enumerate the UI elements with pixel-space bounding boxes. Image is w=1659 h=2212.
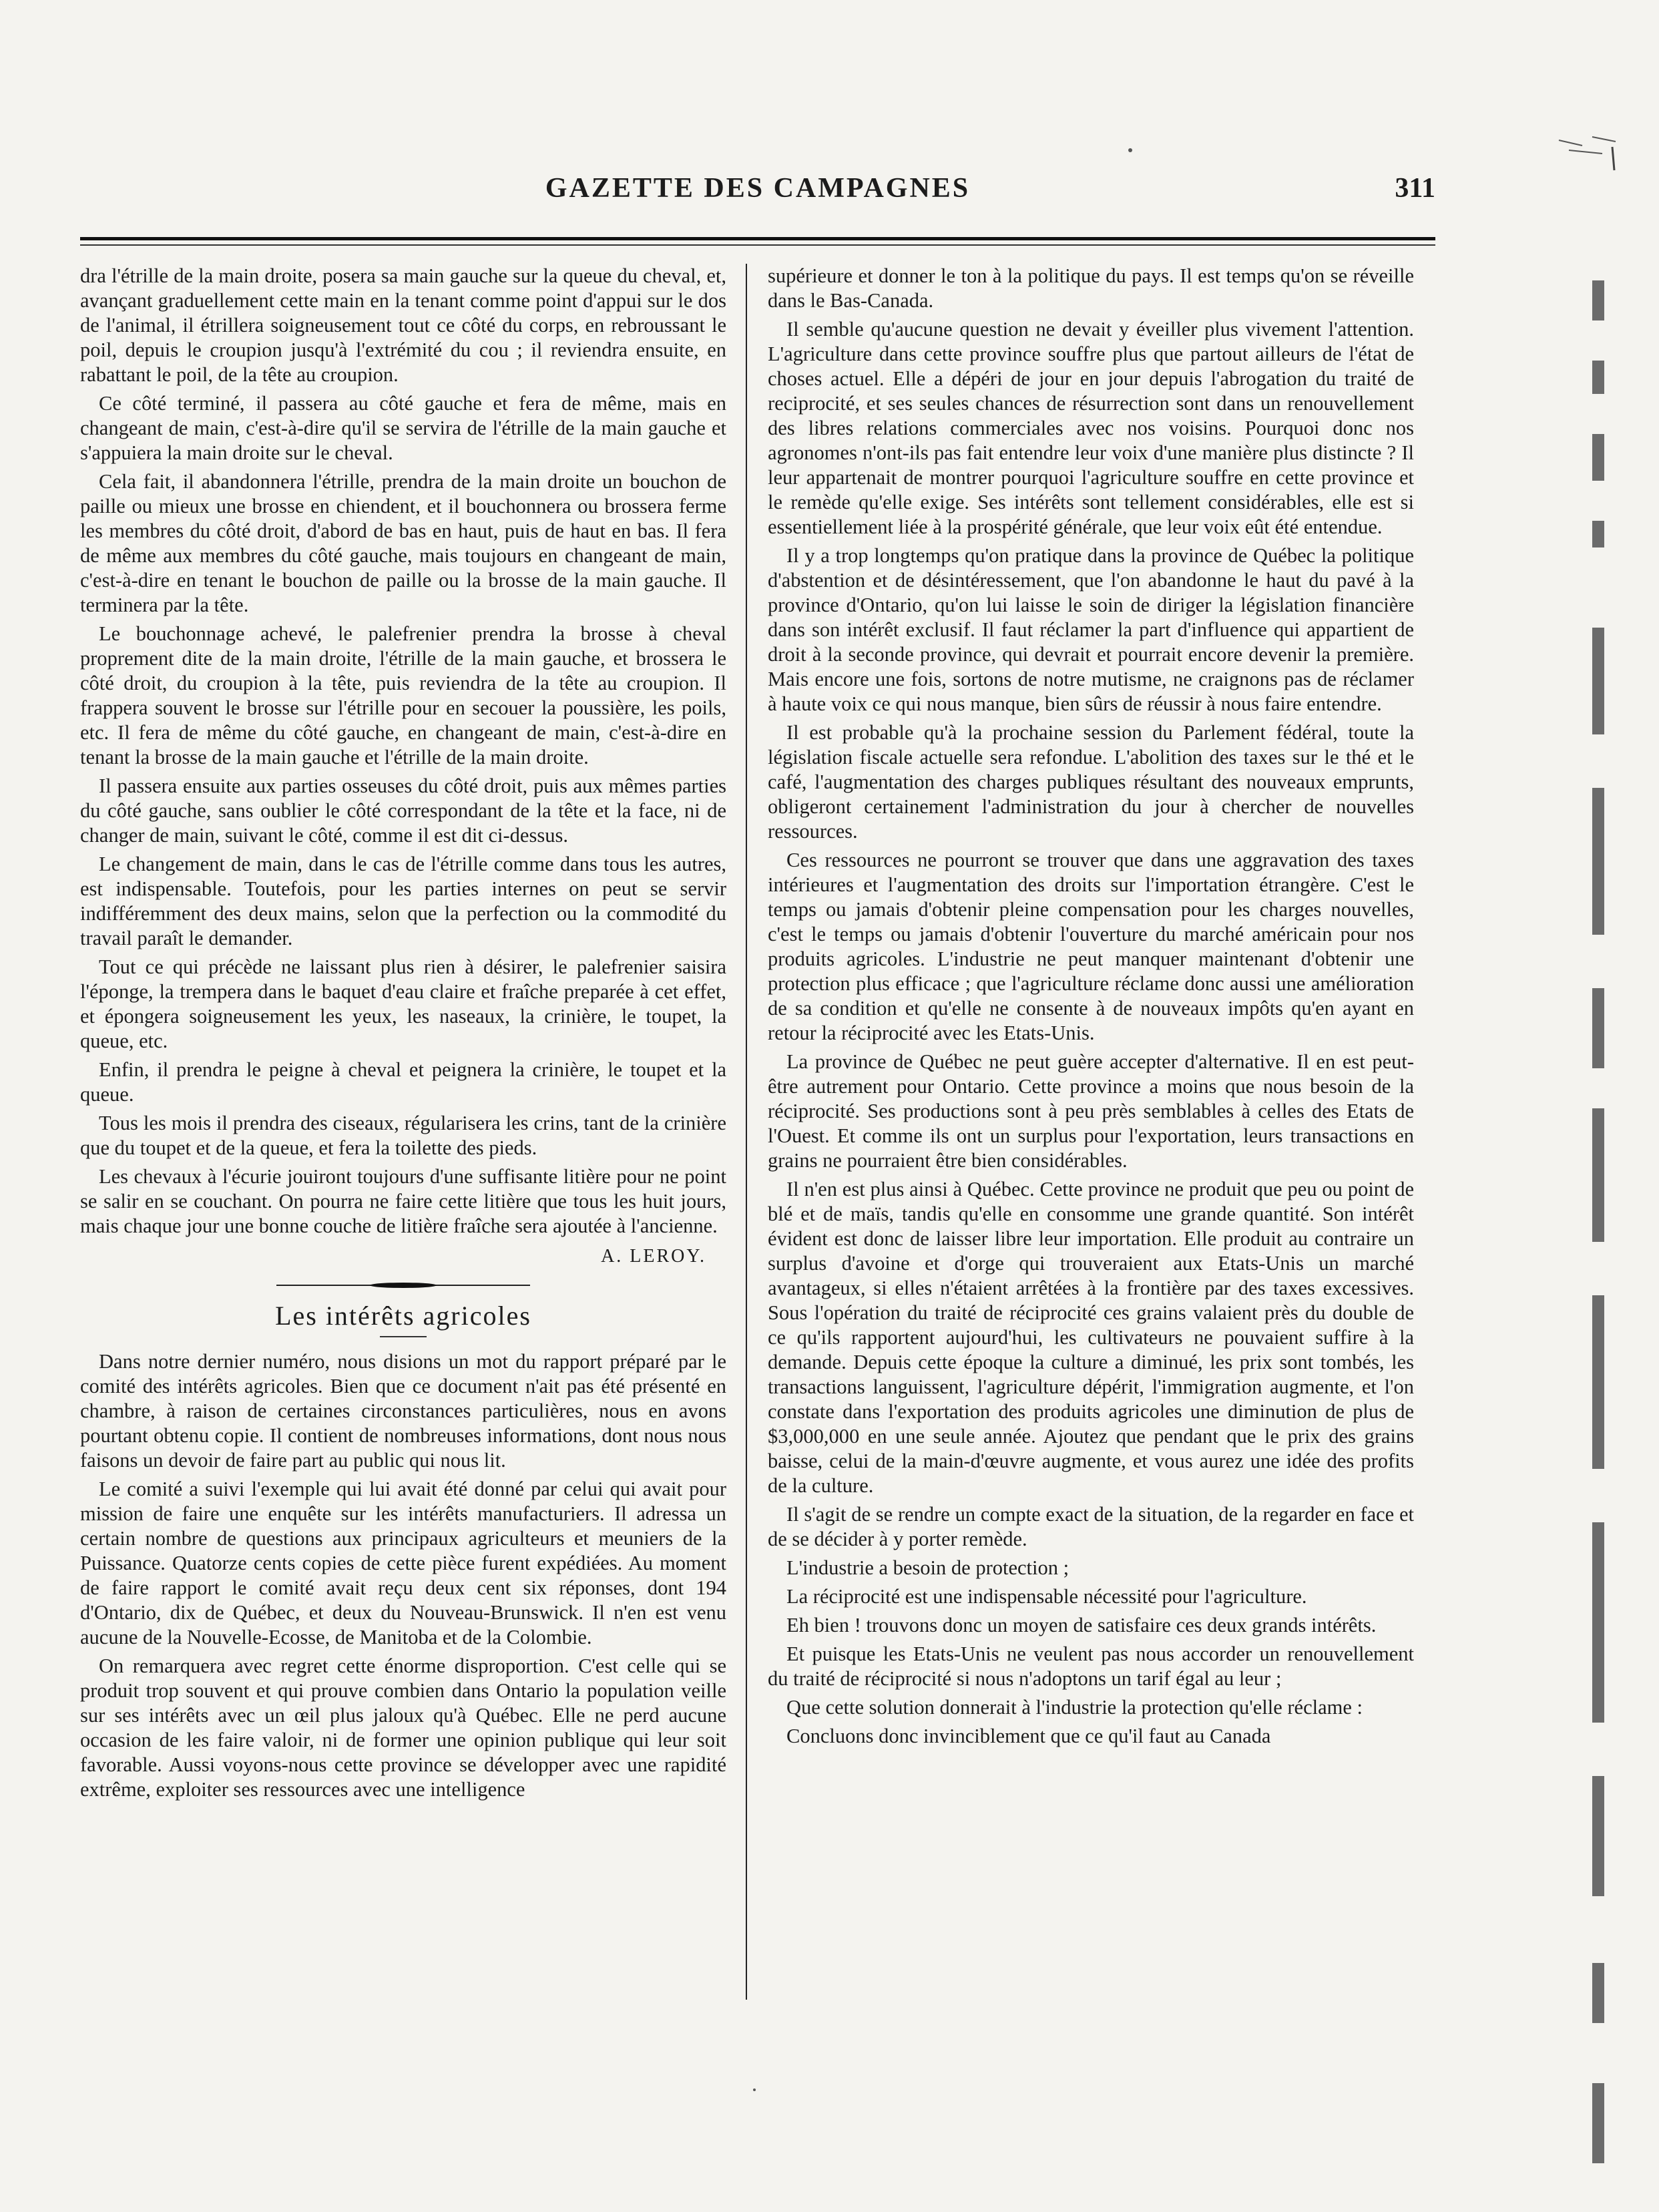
publication-title: GAZETTE DES CAMPAGNES (545, 173, 971, 204)
paragraph: Il n'en est plus ainsi à Québec. Cette province ne produit que peu ou point de blé et de maïs, tandis qu'elle en consomme une grande quantité. Son intérêt évident est donc de laisser libre leur importation. Elle produit au contraire un surplus d'avoine et d'orge qui trouveraient aux Etats-Unis un marché avantageux, si elles n'étaient arrêtées à la frontière par des taxes excessives. Sous l'opération du traité de réciprocité ces grains valaient près du double de ce qu'ils rapportent aujourd'hui, les cultivateurs ne pouvaient suffire à la demande. Depuis cette époque la culture a diminué, les prix sont tombés, les transactions languissent, l'agriculture dépérit, l'immigration augmente, et l'on constate dans l'exportation des produits agricoles une diminution de plus de $3,000,000 en une seule année. Ajoutez que pendant que le prix des grains baisse, celui de la main-d'œuvre augmente, et vous aurez une idée des profits de la culture. (768, 1178, 1414, 1497)
paragraph: Il passera ensuite aux parties osseuses du côté droit, puis aux mêmes parties du côté gauche, sans oublier le côté correspondant de la tête et la face, ni de changer de main, suivant le côté, comme il est dit ci-dessus. (80, 775, 726, 847)
paragraph: Tous les mois il prendra des ciseaux, régularisera les crins, tant de la crinière que du toupet et de la queue, et fera la toilette des pieds. (80, 1112, 726, 1159)
paragraph: Il s'agit de se rendre un compte exact de la situation, de la regarder en face et de se décider à y porter remède. (768, 1503, 1414, 1550)
paragraph: Et puisque les Etats-Unis ne veulent pas nous accorder un renouvellement du traité de réciprocité si nous n'adoptons un tarif égal au leur ; (768, 1642, 1414, 1690)
paragraph: Le comité a suivi l'exemple qui lui avait été donné par celui qui avait pour mission de faire une enquête sur les intérêts manufacturiers. Il adressa un certain nombre de questions aux principaux agriculteurs et meuniers de la Puissance. Quatorze cents copies de cette pièce furent expédiées. Au moment de faire rapport le comité avait reçu deux cent six réponses, dont 194 d'Ontario, dix de Québec, et deux du Nouveau-Brunswick. Il n'en est venu aucune de la Nouvelle-Ecosse, de Manitoba et de la Colombie. (80, 1478, 726, 1648)
author-signature: A. LEROY. (601, 1246, 706, 1267)
paragraph: Il est probable qu'à la prochaine session du Parlement fédéral, toute la législation fiscale actuelle sera refondue. L'abolition des taxes sur le thé et le café, l'augmentation des charges publiques résultant des nouveaux emprunts, obligeront certainement l'administration du jour à chercher de nouvelles ressources. (768, 721, 1414, 843)
paragraph: La province de Québec ne peut guère accepter d'alternative. Il en est peut-être autrement pour Ontario. Cette province a moins que nous besoin de la réciprocité. Ses productions sont à peu près semblables à celles des Etats de l'Ouest. Et comme ils ont un surplus pour l'exportation, leurs transactions en grains ne pourraient être bien considérables. (768, 1050, 1414, 1172)
binding-edge-marks (1592, 280, 1608, 2203)
page-number: 311 (1395, 173, 1435, 204)
paragraph: Concluons donc invinciblement que ce qu'il faut au Canada (786, 1725, 1271, 1747)
paragraph: Ce côté terminé, il passera au côté gauche et fera de même, mais en changeant de main, c'est-à-dire qu'il se servira de l'étrille de la main gauche et s'appuiera la main droite sur le cheval. (80, 392, 726, 464)
paragraph: Dans notre dernier numéro, nous disions un mot du rapport préparé par le comité des intérêts agricoles. Bien que ce document n'ait pas été présenté en chambre, à raison de certaines circonstances particulières, nous en avons pourtant obtenu copie. Il contient de nombreuses informations, dont nous nous faisons un devoir de faire part au public qui nous lit. (80, 1350, 726, 1472)
paragraph: Eh bien ! trouvons donc un moyen de satisfaire ces deux grands intérêts. (786, 1614, 1377, 1636)
header-rule (80, 237, 1435, 240)
paragraph: Il semble qu'aucune question ne devait y éveiller plus vivement l'attention. L'agriculture dans cette province souffre plus que partout ailleurs de l'état de choses actuel. Elle a dépéri de jour en jour depuis l'abrogation du traité de reciprocité, et ses seules chances de résurrection sont dans un renouvellement des libres relations commerciales avec nos voisins. Pourquoi donc nos agronomes n'ont-ils pas fait entendre leur voix d'une manière plus distincte ? Il leur appartenait de montrer pourquoi l'agriculture souffre en cette province et le remède qu'elle exige. Ses intérêts sont tellement considérables, elle est si essentiellement liée à la prospérité générale, que leur voix eût été entendue. (768, 318, 1414, 538)
paragraph: Le bouchonnage achevé, le palefrenier prendra la brosse à cheval proprement dite de la main droite, l'étrille de la main gauche, et brossera le côté droit, du croupion à la tête, puis reviendra de la tête au croupion. Il frappera souvent le brosse sur l'étrille pour en secouer la poussière, les poils, etc. Il fera de même du côté gauche, en changeant de main, c'est-à-dire en tenant la brosse de la main gauche et l'étrille de la main droite. (80, 622, 726, 768)
paragraph: L'industrie a besoin de protection ; (786, 1556, 1070, 1579)
paragraph: Cela fait, il abandonnera l'étrille, prendra de la main droite un bouchon de paille ou mieux une brosse en chiendent, et il bouchonnera ou brossera ferme les membres du côté droit, d'abord de bas en haut, puis de haut en bas. Il fera de même aux membres du côté gauche, mais toujours en changeant de main, c'est-à-dire en tenant le bouchon de paille ou la brosse de la main gauche. Il terminera par la tête. (80, 470, 726, 616)
header-rule-thin (80, 244, 1435, 246)
paragraph: Tout ce qui précède ne laissant plus rien à désirer, le palefrenier saisira l'éponge, la trempera dans le baquet d'eau claire et fraîche preparée à cet effet, et épongera soigneusement les yeux, les naseaux, la crinière, le toupet, la queue, etc. (80, 955, 726, 1052)
right-column (768, 264, 1414, 1753)
section-title: Les intérêts agricoles (275, 1301, 531, 1331)
paragraph: On remarquera avec regret cette énorme disproportion. C'est celle qui se produit trop souvent et qui prouve combien dans Ontario la population veille sur ses intérêts avec un œil plus jaloux qu'à Québec. Elle ne perd aucune occasion de les faire valoir, ni de former une opinion publique qui leur soit favorable. Aussi voyons-nous cette province se développer avec une rapidité extrême, exploiter ses ressources avec une intelligence (80, 1654, 726, 1801)
paragraph: Les chevaux à l'écurie jouiront toujours d'une suffisante litière pour ne point se salir en se couchant. On pourra ne faire cette litière que tous les huit jours, mais chaque jour une bonne couche de litière fraîche sera ajoutée à l'ancienne. (80, 1165, 726, 1237)
column-divider (746, 264, 747, 2000)
print-speck (753, 2088, 756, 2091)
paragraph: Que cette solution donnerait à l'industrie la protection qu'elle réclame : (786, 1696, 1363, 1719)
print-speck (1128, 148, 1132, 152)
paragraph: supérieure et donner le ton à la politique du pays. Il est temps qu'on se réveille dans le Bas-Canada. (768, 264, 1414, 312)
page-header (80, 172, 1435, 219)
paragraph: La réciprocité est une indispensable nécessité pour l'agriculture. (786, 1585, 1307, 1608)
paragraph: Enfin, il prendra le peigne à cheval et peignera la crinière, le toupet et la queue. (80, 1058, 726, 1106)
corner-scribble-mark (1556, 134, 1622, 174)
paragraph: Il y a trop longtemps qu'on pratique dans la province de Québec la politique d'abstention et de désintéressement, que l'on abandonne le haut du pavé à la province d'Ontario, qu'on lui laisse le soin de diriger la législation financière dans son intérêt exclusif. Il faut réclamer la part d'influence qui appartient de droit à la seconde province, qui devrait et pourrait encore devenir la première. Mais encore une fois, sortons de notre mutisme, ne craignons pas de réclamer à haute voix ce qui nous manque, bien sûrs de réussir à nous faire entendre. (768, 544, 1414, 715)
title-dash (380, 1336, 427, 1337)
section-divider-ornament (276, 1282, 530, 1289)
paragraph: dra l'étrille de la main droite, posera sa main gauche sur la queue du cheval, et, avançant graduellement cette main en la tenant comme point d'appui sur le dos de l'animal, il étrillera soigneusement tout ce côté du corps, en rebroussant le poil, depuis le croupion jusqu'à l'extrémité du cou ; il reviendra ensuite, en rabattant le poil, de la tête au croupion. (80, 264, 726, 386)
left-column (80, 264, 726, 1806)
paragraph: Le changement de main, dans le cas de l'étrille comme dans tous les autres, est indispensable. Toutefois, pour les parties internes on peut se servir indifféremment des deux mains, selon que la perfection ou la commodité du travail paraît le demander. (80, 853, 726, 949)
paragraph: Ces ressources ne pourront se trouver que dans une aggravation des taxes intérieures et l'augmentation des droits sur l'importation étrangère. C'est le temps ou jamais d'obtenir pleine compensation pour les charges nouvelles, c'est le temps ou jamais d'obtenir l'ouverture du marché américain pour nos produits agricoles. L'industrie ne peut manquer maintenant d'obtenir une protection plus efficace ; que l'agriculture réclame donc aussi une amélioration de sa condition et qu'elle ne consente à de nouveaux impôts qu'en ayant en retour la réciprocité avec les Etats-Unis. (768, 849, 1414, 1044)
